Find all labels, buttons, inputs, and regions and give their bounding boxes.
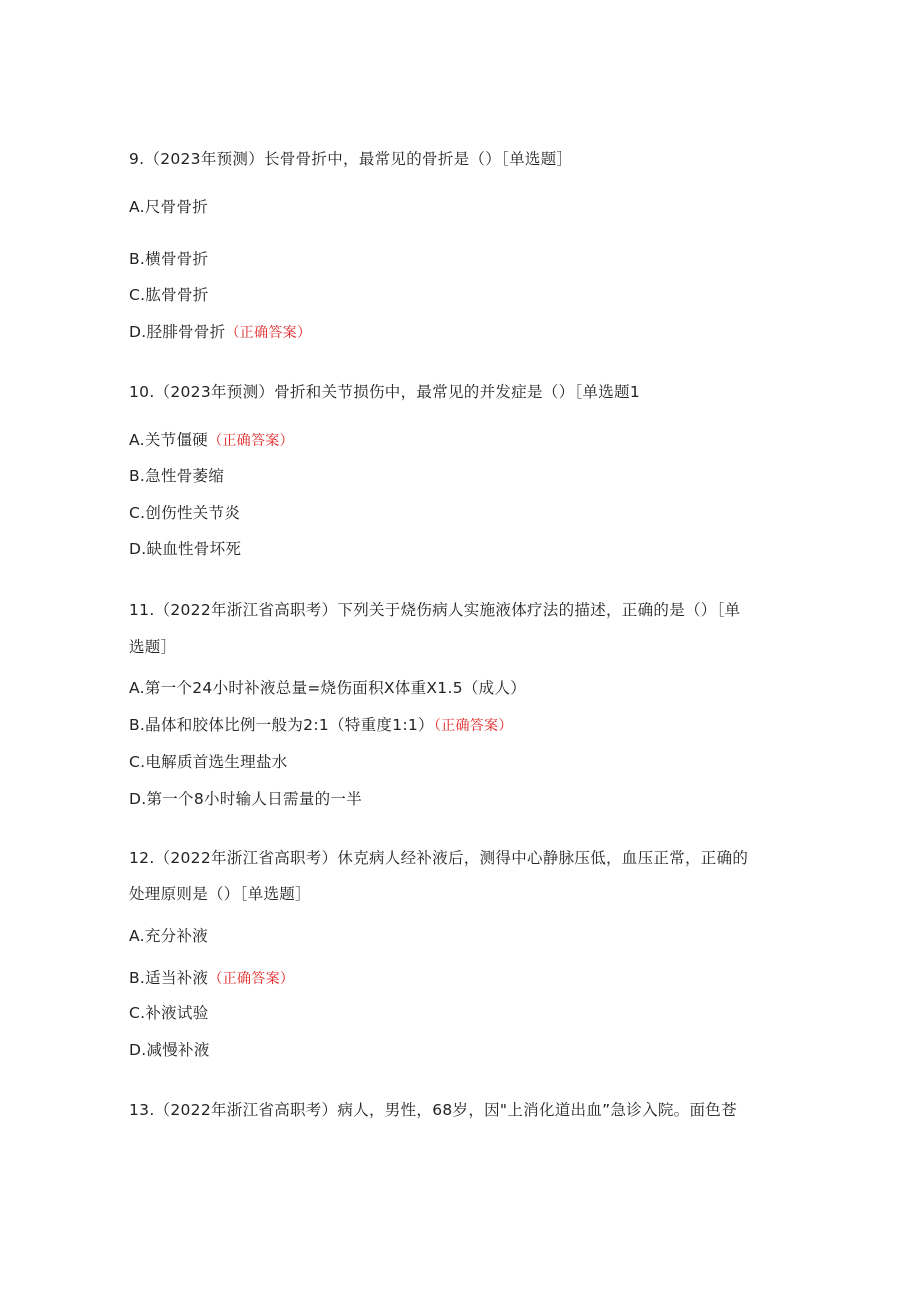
question-11-option-d xyxy=(129,789,362,809)
question-10-option-d xyxy=(129,539,241,559)
question-12-option-a xyxy=(129,926,208,946)
question-10-option-a xyxy=(129,430,294,451)
option-text: D.第一个8小时输人日需量的一半 xyxy=(129,790,363,808)
option-text: C.电解质首选生理盐水 xyxy=(129,753,288,771)
correct-answer-mark: （正确答案） xyxy=(208,971,295,987)
question-9-option-b xyxy=(129,249,208,269)
question-12-option-b xyxy=(129,968,294,989)
question-12-stem-line-2: 处理原则是（）［单选题］ xyxy=(129,885,311,903)
option-text: A.尺骨骨折 xyxy=(129,198,209,216)
question-13-stem: 13.（2022年浙江省高职考）病人，男性，68岁，因"上消化道出血”急诊入院。面色苍 xyxy=(129,1101,737,1119)
question-12-option-d xyxy=(129,1040,210,1060)
correct-answer-mark: （正确答案） xyxy=(208,433,294,449)
question-10-option-c xyxy=(129,503,240,523)
option-text: A.关节僵硬 xyxy=(129,431,209,449)
question-11-option-c xyxy=(129,752,288,772)
question-10-option-b xyxy=(129,466,224,486)
question-11-option-b xyxy=(129,715,513,736)
question-11-option-a xyxy=(129,678,526,698)
correct-answer-mark: （正确答案） xyxy=(225,325,312,341)
correct-answer-mark: （正确答案） xyxy=(433,718,513,734)
question-9-stem: 9.（2023年预测）长骨骨折中，最常见的骨折是（）［单选题］ xyxy=(129,150,573,168)
option-text: B.晶体和胶体比例一般为2:1（特重度1:1） xyxy=(129,716,434,734)
option-text: D.减慢补液 xyxy=(129,1041,210,1059)
option-text: B.适当补液 xyxy=(129,969,209,987)
option-text: C.补液试验 xyxy=(129,1004,209,1022)
question-9-option-c xyxy=(129,285,209,305)
option-text: B.横骨骨折 xyxy=(129,250,209,268)
question-11-stem-line-1: 11.（2022年浙江省高职考）下列关于烧伤病人实施液体疗法的描述，正确的是（）［单 xyxy=(129,601,741,619)
option-text: B.急性骨萎缩 xyxy=(129,467,225,485)
option-text: A.第一个24小时补液总量=烧伤面积X体重X1.5（成人） xyxy=(129,679,527,697)
question-9-option-a xyxy=(129,197,208,217)
question-11-stem-line-2: 选题］ xyxy=(129,638,177,656)
option-text: D.胫腓骨骨折 xyxy=(129,323,226,341)
option-text: C.肱骨骨折 xyxy=(129,286,209,304)
question-12-stem-line-1: 12.（2022年浙江省高职考）休克病人经补液后，测得中心静脉压低，血压正常，正确的 xyxy=(129,849,749,867)
question-9-option-d xyxy=(129,322,311,343)
question-10-stem: 10.（2023年预测）骨折和关节损伤中，最常见的并发症是（）［单选题1 xyxy=(129,383,641,401)
question-12-option-c xyxy=(129,1003,209,1023)
option-text: A.充分补液 xyxy=(129,927,209,945)
option-text: C.创伤性关节炎 xyxy=(129,504,241,522)
option-text: D.缺血性骨坏死 xyxy=(129,540,242,558)
